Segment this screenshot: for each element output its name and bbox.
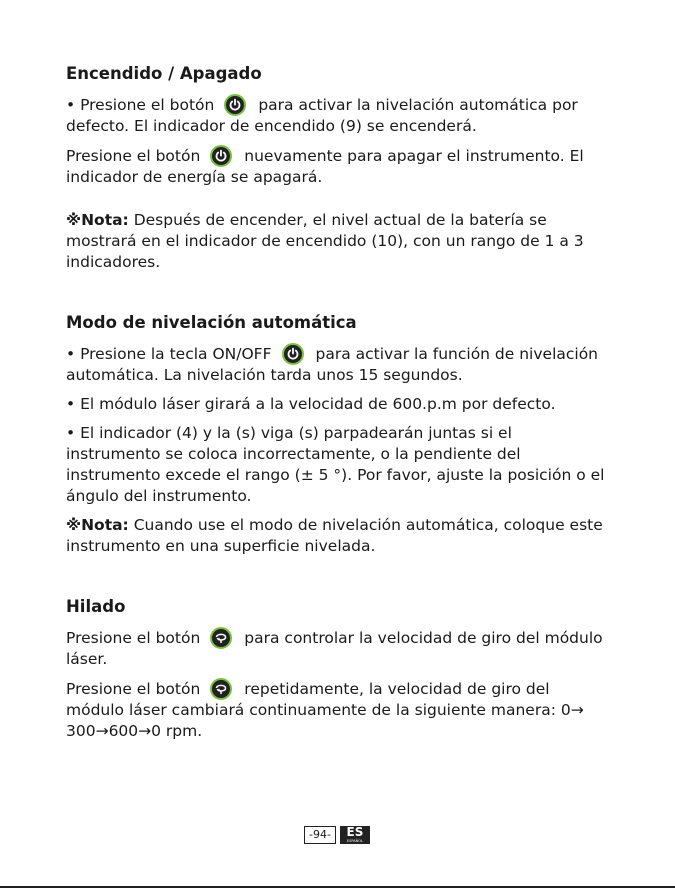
power-icon bbox=[210, 145, 232, 167]
spin-paragraph-2 bbox=[66, 678, 611, 742]
text-fragment: para controlar la velocidad de giro del módulo láser. bbox=[66, 629, 603, 668]
page-number: -94- bbox=[304, 826, 336, 844]
language-name: ESPAÑOL bbox=[346, 839, 363, 843]
leveling-paragraph-2: • El módulo láser girará a la velocidad de 600.p.m por defecto. bbox=[66, 395, 556, 413]
power-paragraph-2 bbox=[66, 145, 611, 188]
text-fragment: Presione el botón bbox=[66, 680, 201, 698]
text-fragment: • Presione la tecla ON/OFF bbox=[66, 345, 272, 363]
rotation-icon bbox=[210, 627, 232, 649]
text-fragment: para activar la función de nivelación automática. La nivelación tarda unos 15 segundos. bbox=[66, 345, 599, 384]
leveling-note bbox=[66, 515, 611, 557]
note-text: Después de encender, el nivel actual de la batería se mostrará en el indicador de encendido (10), con un rango de 1 a 3 indicadores. bbox=[66, 211, 584, 271]
page-footer bbox=[304, 826, 370, 844]
power-icon bbox=[282, 343, 304, 365]
section-title-spin: Hilado bbox=[66, 597, 126, 616]
note-label: ※Nota: bbox=[66, 516, 129, 534]
leveling-paragraph-1 bbox=[66, 343, 611, 386]
section-title-leveling: Modo de nivelación automática bbox=[66, 313, 357, 332]
bottom-rule bbox=[0, 886, 675, 888]
leveling-paragraph-3: • El indicador (4) y la (s) viga (s) parpadearán juntas si el instrumento se coloca incorrectamente, o la pendiente del instrumento excede el rango (± 5 °). Por favor, ajuste la posición o el ángulo del instrumento. bbox=[66, 424, 605, 505]
language-code: ES bbox=[346, 825, 364, 839]
page-content bbox=[66, 62, 611, 750]
text-fragment: nuevamente para apagar el instrumento. El indicador de energía se apagará. bbox=[66, 147, 584, 186]
note-text: Cuando use el modo de nivelación automática, coloque este instrumento en una superficie nivelada. bbox=[66, 516, 603, 555]
text-fragment: Presione el botón bbox=[66, 629, 201, 647]
text-fragment: repetidamente, la velocidad de giro del módulo láser cambiará continuamente de la siguiente manera: 0→ 300→600→0 rpm. bbox=[66, 680, 584, 740]
spin-paragraph-1 bbox=[66, 627, 611, 670]
power-icon bbox=[224, 94, 246, 116]
text-fragment: Presione el botón bbox=[66, 147, 201, 165]
text-fragment: para activar la nivelación automática por defecto. El indicador de encendido (9) se encenderá. bbox=[66, 96, 578, 135]
section-title-power: Encendido / Apagado bbox=[66, 64, 262, 83]
language-badge bbox=[340, 826, 370, 844]
text-fragment: • Presione el botón bbox=[66, 96, 215, 114]
rotation-icon bbox=[210, 678, 232, 700]
power-note bbox=[66, 210, 611, 273]
power-paragraph-1 bbox=[66, 94, 611, 137]
note-label: ※Nota: bbox=[66, 211, 129, 229]
